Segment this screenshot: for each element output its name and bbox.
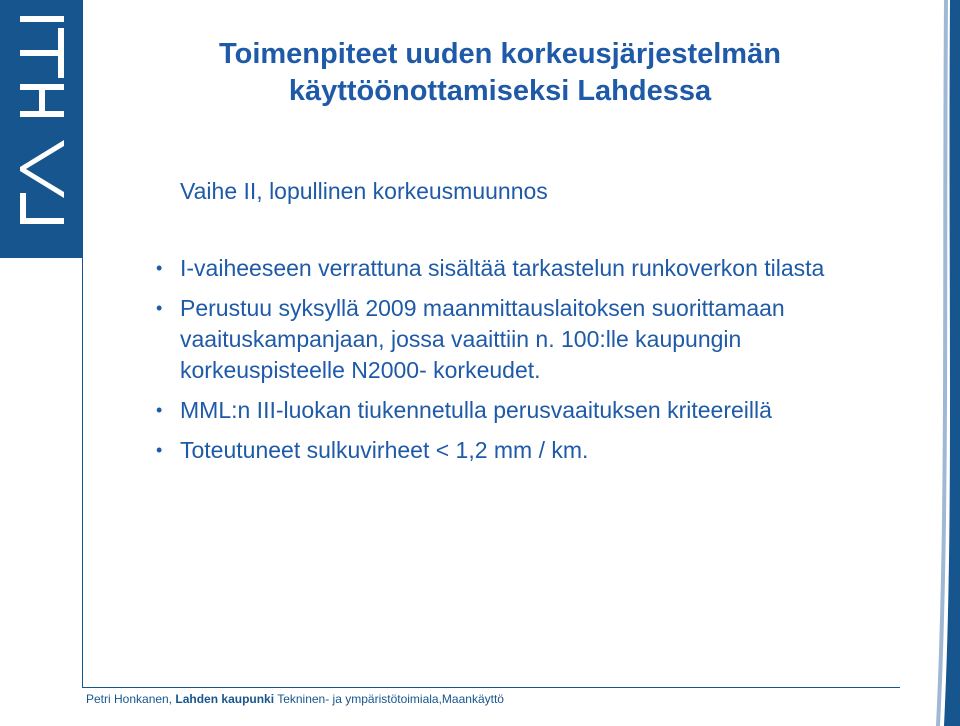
frame-vertical-rule bbox=[82, 258, 83, 688]
footer-author: Petri Honkanen, bbox=[86, 692, 176, 706]
footer-department: Tekninen- ja ympäristötoimiala,Maankäyttö bbox=[274, 692, 504, 706]
bullet-text: Perustuu syksyllä 2009 maanmittauslaitoksen suorittamaan vaaituskampanjaan, jossa vaaittiin n. 100:lle kaupungin korkeuspisteelle N2000- korkeudet. bbox=[180, 295, 785, 383]
bullet-text: MML:n III-luokan tiukennetulla perusvaaituksen kriteereillä bbox=[180, 397, 772, 423]
bullet-text: I-vaiheeseen verrattuna sisältää tarkastelun runkoverkon tilasta bbox=[180, 255, 825, 281]
title-line-2: käyttöönottamiseksi Lahdessa bbox=[288, 75, 712, 107]
frame-horizontal-rule bbox=[82, 687, 900, 688]
bullet-list bbox=[152, 253, 892, 475]
lahti-logo bbox=[0, 0, 83, 258]
bullet-dot-icon: • bbox=[156, 298, 163, 318]
bullet-item bbox=[152, 253, 892, 284]
slide-footer bbox=[86, 692, 504, 706]
bullet-item bbox=[152, 293, 892, 386]
bullet-dot-icon: • bbox=[156, 440, 163, 460]
edge-swoosh-decoration bbox=[920, 0, 960, 726]
bullet-dot-icon: • bbox=[156, 258, 163, 278]
footer-org: Lahden kaupunki bbox=[175, 692, 275, 706]
logo-band bbox=[0, 0, 83, 258]
slide-title bbox=[120, 36, 880, 110]
bullet-dot-icon: • bbox=[156, 400, 163, 420]
bullet-item bbox=[152, 435, 892, 466]
bullet-text: Toteutuneet sulkuvirheet < 1,2 mm / km. bbox=[180, 437, 589, 463]
slide-subtitle: Vaihe II, lopullinen korkeusmuunnos bbox=[180, 178, 548, 204]
bullet-item bbox=[152, 395, 892, 426]
title-line-1: Toimenpiteet uuden korkeusjärjestelmän bbox=[219, 38, 781, 70]
